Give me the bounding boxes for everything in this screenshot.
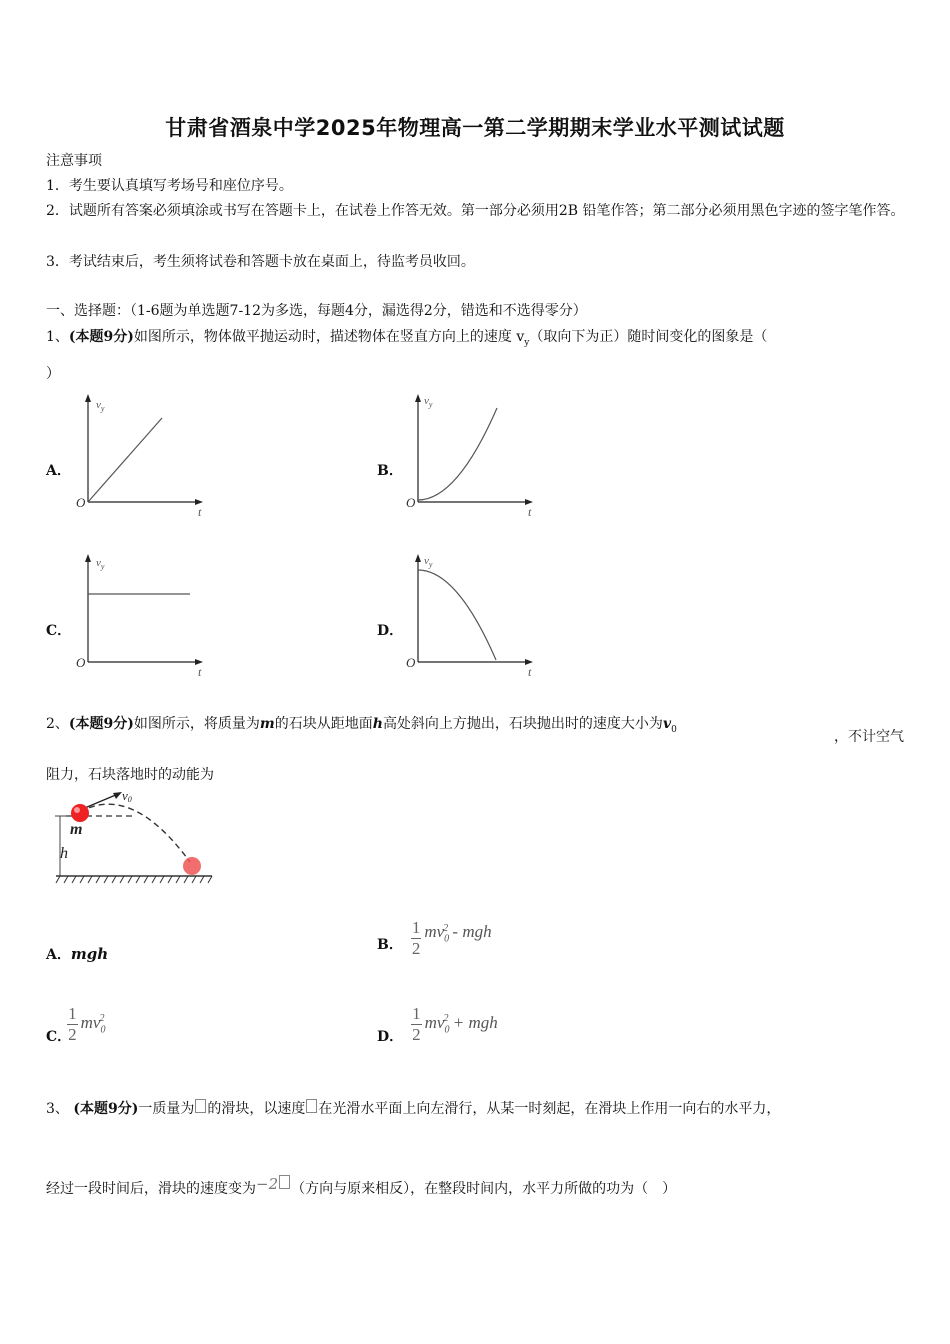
x-axis-label: t bbox=[528, 665, 532, 679]
graph-b-curve bbox=[418, 408, 497, 500]
q2-v: v bbox=[662, 716, 672, 732]
x-axis-label: t bbox=[198, 505, 202, 519]
stone-end bbox=[183, 857, 201, 875]
q2-h: h bbox=[372, 716, 383, 732]
y-axis-label: $v_y$ bbox=[424, 395, 433, 409]
q1-sub: y bbox=[524, 337, 530, 348]
y-arrow-icon bbox=[85, 394, 91, 402]
q1-option-a-label: A． bbox=[46, 463, 71, 479]
question-3-text-line1: 3、 (本题9分)一质量为 的滑块，以速度 在光滑水平面上向左滑行，从某一时刻起，在滑块上作用一向右的水平力， bbox=[46, 1101, 781, 1117]
section-heading: 一、选择题：（1-6题为单选题7-12为多选，每题4分，漏选得2分，错选和不选得零分） bbox=[46, 303, 587, 319]
question-3-text-line2: 经过一段时间后，滑块的速度变为−2 （方向与原来相反），在整段时间内，水平力所做的功为（ ） bbox=[46, 1175, 677, 1197]
q2-option-b: B． $\frac{1}{2}$ $mv_0^2$ - mgh bbox=[377, 918, 492, 958]
projectile-figure bbox=[52, 788, 222, 888]
v0-label: v0 bbox=[122, 788, 132, 804]
origin-label: O bbox=[76, 495, 86, 510]
m-label: m bbox=[70, 821, 83, 838]
question-2-text-tail: ，不计空气阻力，石块落地时的动能为 bbox=[46, 729, 904, 783]
notice-item-1: 1．考生要认真填写考场号和座位序号。 bbox=[46, 178, 293, 194]
q1-prefix: 1、 bbox=[46, 329, 69, 345]
y-arrow-icon bbox=[415, 394, 421, 402]
q1-option-c-label: C． bbox=[46, 623, 72, 639]
q1-option-d-label: D． bbox=[377, 623, 404, 639]
notice-item-2: 2．试题所有答案必须填涂或书写在答题卡上，在试卷上作答无效。第一部分必须用2B 铅笔作答；第二部分必须用黑色字迹的签字笔作答。 bbox=[46, 203, 905, 219]
x-axis-label: t bbox=[198, 665, 202, 679]
y-axis-label: $v_y$ bbox=[424, 555, 433, 569]
q2-option-d: D． $\frac{1}{2}$ $mv_0^2$ + mgh bbox=[377, 1003, 498, 1045]
graph-c bbox=[72, 550, 222, 680]
q2-vsub: 0 bbox=[671, 724, 677, 735]
notice-heading: 注意事项 bbox=[46, 153, 102, 169]
q2-option-c: C． $\frac{1}{2}$ $mv_0^2$ bbox=[46, 1003, 106, 1045]
q2-score: (本题9分) bbox=[68, 716, 134, 732]
origin-label: O bbox=[406, 495, 416, 510]
missing-symbol-icon bbox=[279, 1175, 290, 1189]
graph-d bbox=[402, 550, 552, 680]
y-arrow-icon bbox=[415, 554, 421, 562]
graph-b bbox=[402, 390, 552, 520]
missing-symbol-icon bbox=[195, 1099, 206, 1113]
question-1-text bbox=[46, 327, 767, 353]
q2-t1: 如图所示，将质量为 bbox=[133, 716, 260, 732]
q2-t2: 的石块从距地面 bbox=[274, 716, 373, 732]
trajectory-path bbox=[80, 804, 190, 862]
q2-option-a: A．mgh bbox=[46, 945, 109, 963]
missing-symbol-icon bbox=[306, 1099, 317, 1113]
page-title: 甘肃省酒泉中学2025年物理高一第二学期期末学业水平测试试题 bbox=[165, 116, 785, 140]
q1-text-a: 如图所示，物体做平抛运动时，描述物体在竖直方向上的速度 v bbox=[133, 329, 525, 345]
q2-prefix: 2、 bbox=[46, 716, 69, 732]
q1-score: (本题9分) bbox=[68, 329, 134, 345]
q2-t3: 高处斜向上方抛出，石块抛出时的速度大小为 bbox=[382, 716, 663, 732]
ground-hatch bbox=[56, 876, 212, 883]
origin-label: O bbox=[406, 655, 416, 670]
y-arrow-icon bbox=[85, 554, 91, 562]
graph-d-curve bbox=[418, 570, 496, 660]
q2-m: m bbox=[259, 716, 275, 732]
h-label: h bbox=[60, 845, 68, 862]
y-axis-label: $v_y$ bbox=[96, 557, 105, 571]
stone-start bbox=[71, 804, 89, 822]
q1-text-b: （取向下为正）随时间变化的图象是（ bbox=[529, 329, 768, 345]
y-axis-label: $v_y$ bbox=[96, 399, 105, 413]
q1-option-b-label: B． bbox=[377, 463, 403, 479]
origin-label: O bbox=[76, 655, 86, 670]
notice-item-3: 3．考试结束后，考生须将试卷和答题卡放在桌面上，待监考员收回。 bbox=[46, 254, 475, 270]
arrowhead-icon bbox=[113, 792, 122, 799]
q1-close-paren: ） bbox=[46, 366, 60, 382]
x-axis-label: t bbox=[528, 505, 532, 519]
graph-a-line bbox=[88, 418, 162, 502]
graph-a bbox=[72, 390, 222, 520]
